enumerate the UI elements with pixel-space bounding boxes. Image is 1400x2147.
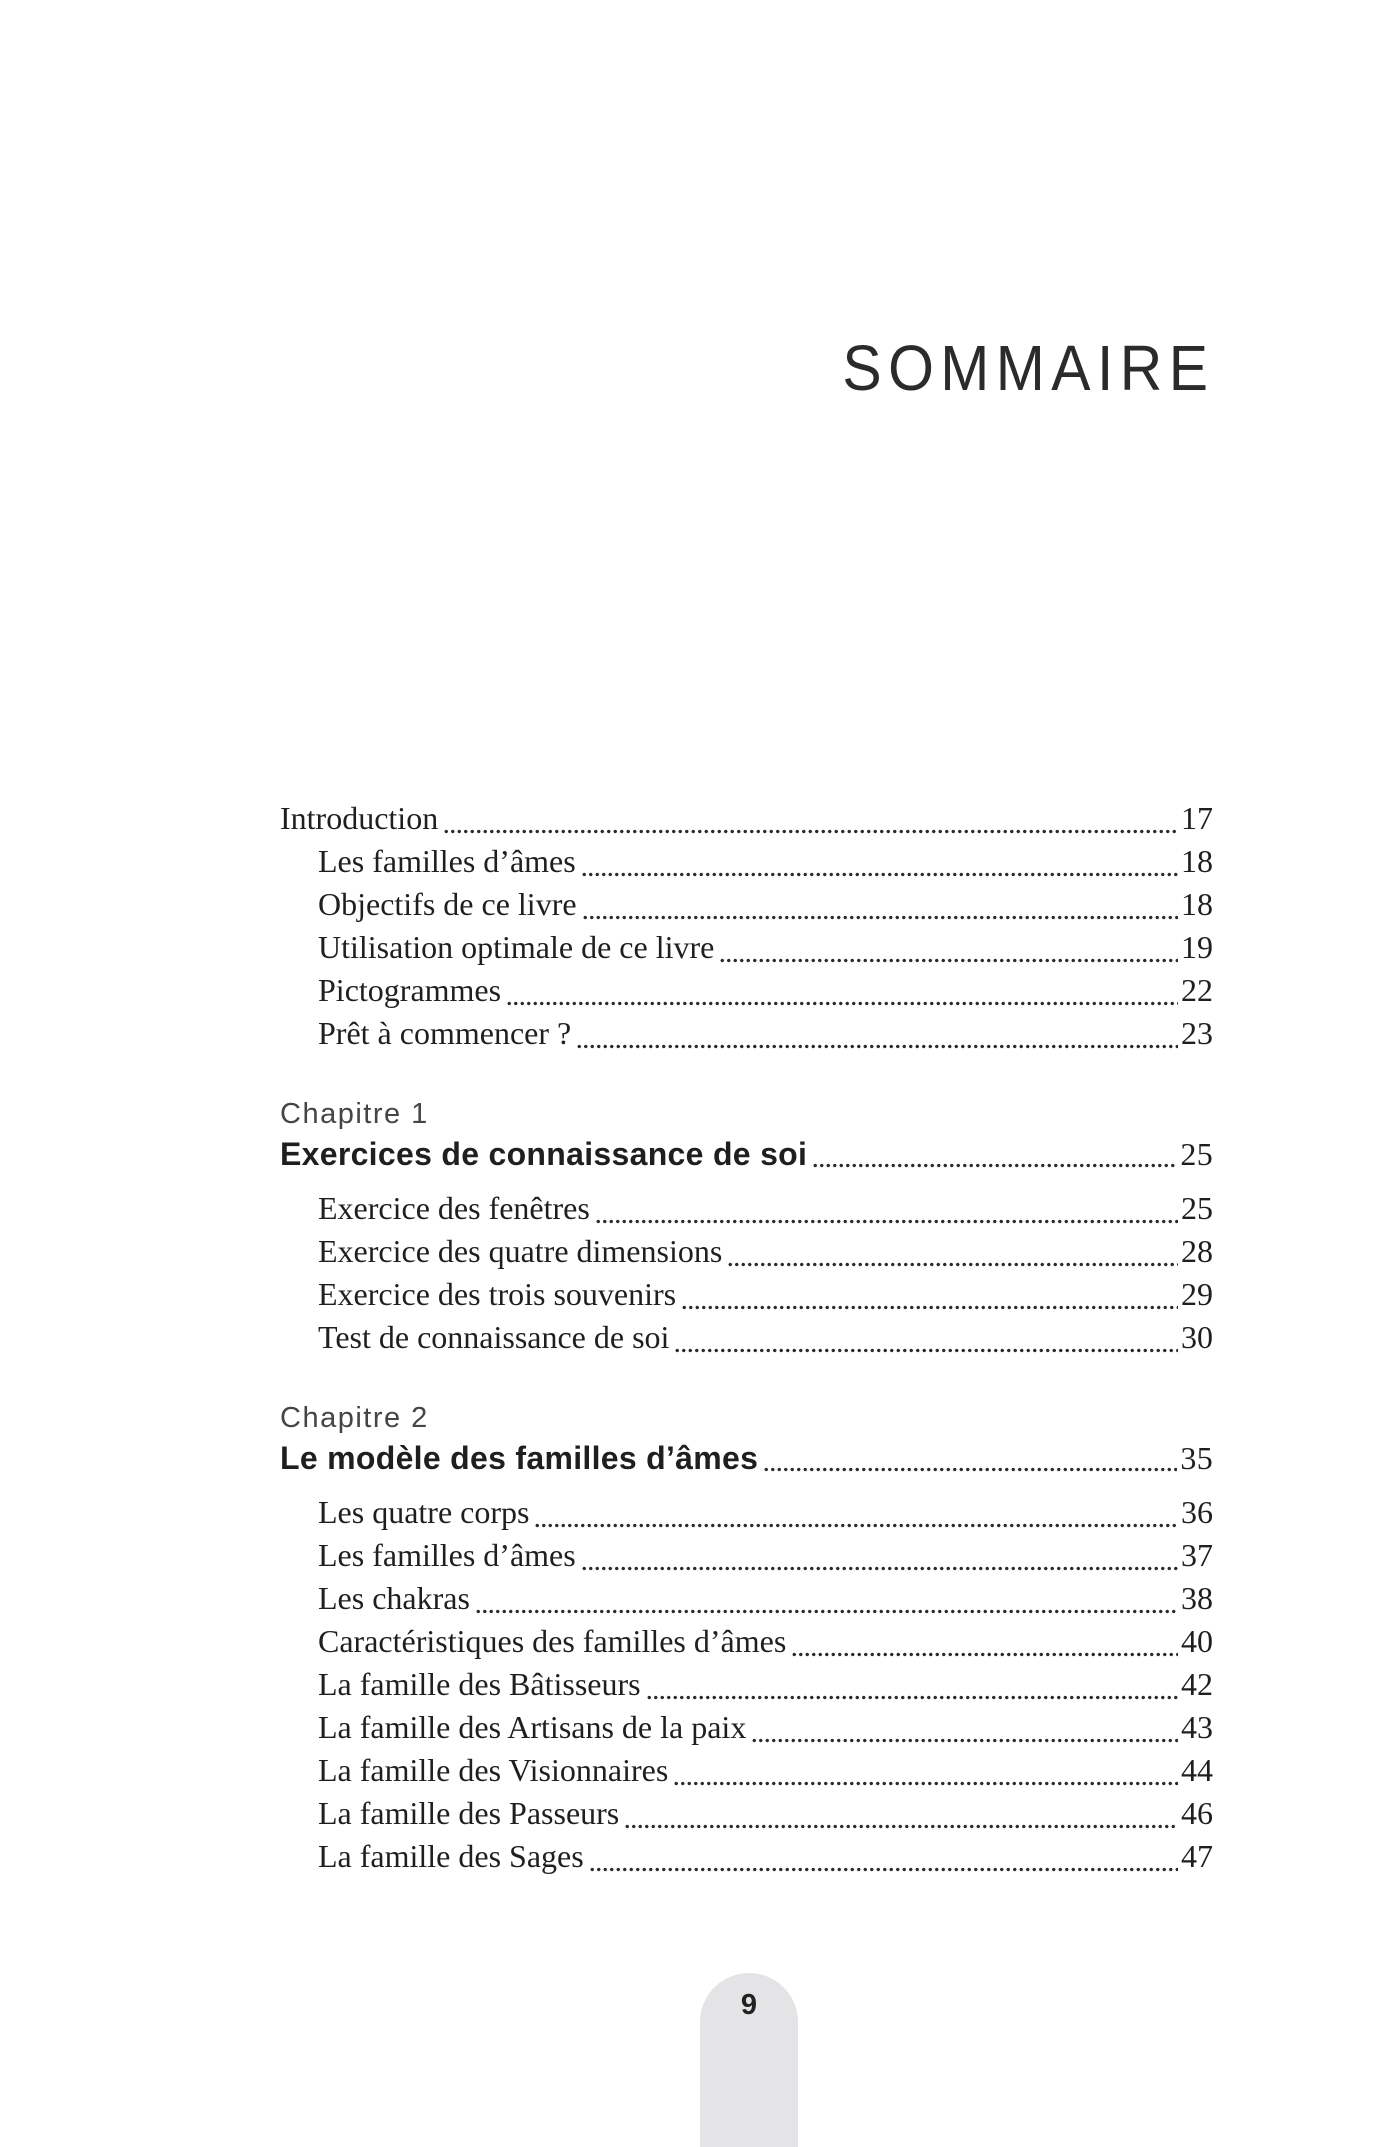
chapter-subentries [280, 1187, 1213, 1359]
toc-entry-label: La famille des Visionnaires [318, 1752, 669, 1788]
toc-entry [280, 969, 1213, 1012]
toc-entry-label: Exercice des trois souvenirs [318, 1276, 677, 1312]
dotted-leader [719, 958, 1178, 963]
toc-entry-label: Les chakras [318, 1580, 470, 1616]
toc-entry-page: 37 [1181, 1537, 1213, 1573]
toc-entry-label: La famille des Artisans de la paix [318, 1709, 747, 1745]
toc-entry-page: 40 [1181, 1623, 1213, 1659]
toc-entry [280, 1835, 1213, 1878]
toc-entry [280, 1663, 1213, 1706]
toc-entry-page: 36 [1181, 1494, 1213, 1530]
page-number: 9 [740, 1989, 758, 2021]
toc-entry-page: 22 [1181, 972, 1213, 1008]
toc-entry-label: Les familles d’âmes [318, 1537, 576, 1573]
dotted-leader [624, 1824, 1178, 1829]
dotted-leader [751, 1738, 1178, 1743]
toc-entry [280, 883, 1213, 926]
dotted-leader [582, 915, 1178, 920]
toc-entry-page: 19 [1181, 929, 1213, 965]
toc-entry-label: Pictogrammes [318, 972, 502, 1008]
toc-entry-label: La famille des Bâtisseurs [318, 1666, 641, 1702]
toc-entry-label: Exercice des quatre dimensions [318, 1233, 723, 1269]
toc-entry-label: La famille des Passeurs [318, 1795, 620, 1831]
toc-entry [280, 1620, 1213, 1663]
toc-entry-page: 18 [1181, 843, 1213, 879]
dotted-leader [812, 1163, 1177, 1168]
toc-entry [280, 1012, 1213, 1055]
toc-entry [280, 1316, 1213, 1359]
toc-entry [280, 1577, 1213, 1620]
toc-entry-page: 18 [1181, 886, 1213, 922]
toc-entry-page: 42 [1181, 1666, 1213, 1702]
toc-entry-label: Utilisation optimale de ce livre [318, 929, 715, 965]
dotted-leader [673, 1781, 1178, 1786]
toc-entry-label: Introduction [280, 800, 439, 836]
dotted-leader [581, 872, 1178, 877]
toc-entry-page: 23 [1181, 1015, 1213, 1051]
toc-entry-label: Exercice des fenêtres [318, 1190, 590, 1226]
dotted-leader [646, 1695, 1178, 1700]
toc-entry-page: 46 [1181, 1795, 1213, 1831]
dotted-leader [534, 1523, 1178, 1528]
chapter-label: Chapitre 1 [280, 1098, 429, 1130]
toc-entry-page: 38 [1181, 1580, 1213, 1616]
toc-entry-page: 30 [1181, 1319, 1213, 1355]
chapter-subentries [280, 1491, 1213, 1878]
toc-entry-page: 44 [1181, 1752, 1213, 1788]
toc-entry-page: 17 [1181, 800, 1213, 836]
toc-entry [280, 1792, 1213, 1835]
dotted-leader [791, 1652, 1178, 1657]
toc-entry [280, 1230, 1213, 1273]
dotted-leader [763, 1467, 1177, 1472]
toc-entry-label: La famille des Sages [318, 1838, 584, 1874]
toc-entry-page: 35 [1180, 1440, 1213, 1476]
page-title: SOMMAIRE [841, 332, 1214, 404]
toc-chapter-entry [280, 1435, 1213, 1481]
toc-entry [280, 797, 1213, 840]
toc-entry-label: Prêt à commencer ? [318, 1015, 572, 1051]
toc-entry-page: 25 [1181, 1190, 1213, 1226]
dotted-leader [506, 1001, 1178, 1006]
dotted-leader [475, 1609, 1178, 1614]
toc-entry-page: 25 [1180, 1136, 1213, 1172]
toc-entry-label: Objectifs de ce livre [318, 886, 577, 922]
dotted-leader [443, 829, 1178, 834]
toc-entry-page: 28 [1181, 1233, 1213, 1269]
dotted-leader [727, 1262, 1178, 1267]
chapter-label: Chapitre 2 [280, 1402, 429, 1434]
toc-entry [280, 1491, 1213, 1534]
dotted-leader [674, 1348, 1178, 1353]
toc-entry [280, 1534, 1213, 1577]
dotted-leader [595, 1219, 1178, 1224]
dotted-leader [681, 1305, 1178, 1310]
toc-entry-page: 29 [1181, 1276, 1213, 1312]
page-number-tab [700, 1973, 798, 2147]
toc-entry-label: Exercices de connaissance de soi [280, 1136, 808, 1172]
dotted-leader [576, 1044, 1178, 1049]
toc-chapter-entry [280, 1131, 1213, 1177]
dotted-leader [589, 1867, 1178, 1872]
toc-entry-page: 47 [1181, 1838, 1213, 1874]
toc-entry [280, 840, 1213, 883]
toc-entry-label: Les familles d’âmes [318, 843, 576, 879]
dotted-leader [581, 1566, 1178, 1571]
table-of-contents [280, 797, 1213, 1878]
toc-entry [280, 1273, 1213, 1316]
toc-entry-label: Test de connaissance de soi [318, 1319, 670, 1355]
toc-entry-page: 43 [1181, 1709, 1213, 1745]
toc-entry [280, 1706, 1213, 1749]
toc-entry [280, 1187, 1213, 1230]
toc-entry [280, 926, 1213, 969]
toc-entry [280, 1749, 1213, 1792]
toc-entry-label: Les quatre corps [318, 1494, 530, 1530]
toc-entry-label: Le modèle des familles d’âmes [280, 1440, 759, 1476]
toc-entry-label: Caractéristiques des familles d’âmes [318, 1623, 787, 1659]
